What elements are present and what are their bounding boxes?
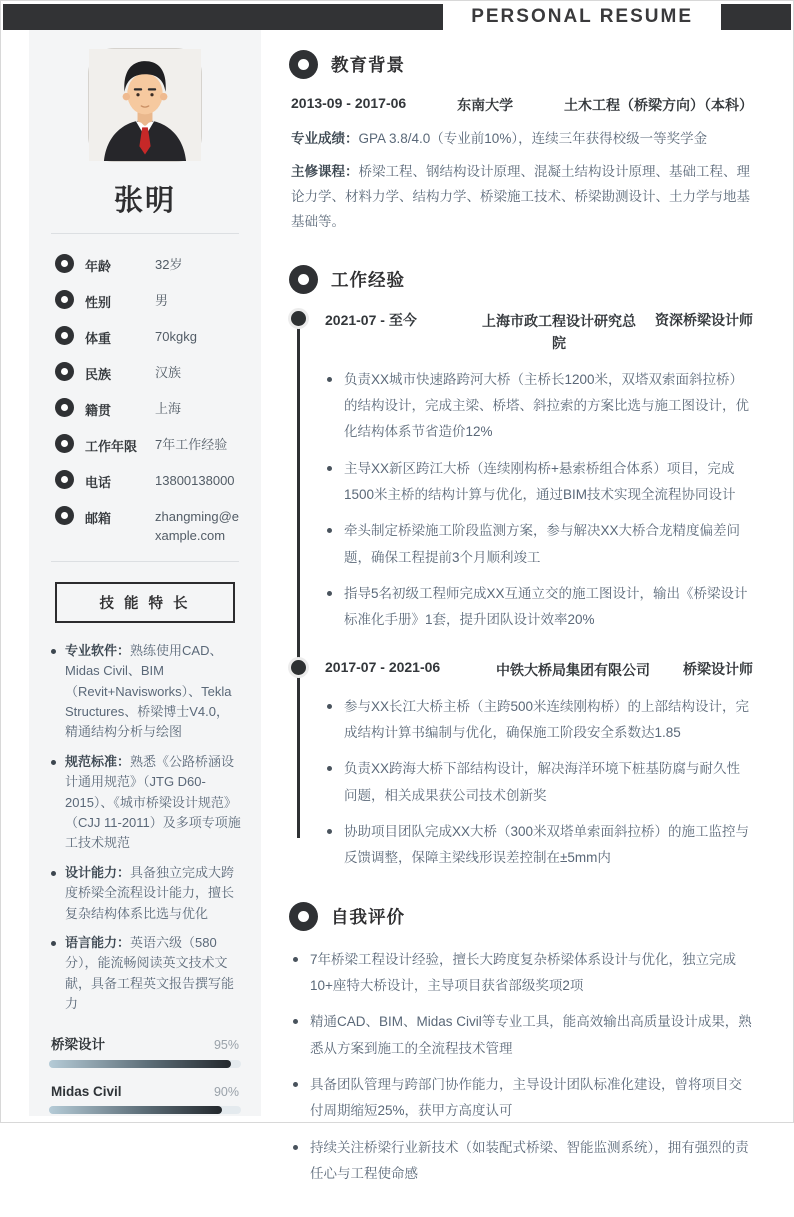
job-bullet <box>325 756 753 809</box>
skill-point-text: 规范标准：熟悉《公路桥涵设计通用规范》（JTG D60-2015）、《城市桥梁设计规范》（CJJ 11-2011）及多项专项施工技术规范 <box>65 753 241 851</box>
info-row-phone <box>55 470 241 491</box>
job-bullet-text: 负责XX城市快速路跨河大桥（主桥长1200米，双塔双索面斜拉桥）的结构设计，完成主梁、桥塔、斜拉索的方案比选与施工图设计，优化结构体系节省造价12% <box>344 371 749 440</box>
education-degree: 土木工程（桥梁方向）（本科） <box>564 97 753 113</box>
job-company: 中铁大桥局集团有限公司 <box>496 662 650 679</box>
job-company: 上海市政工程设计研究总院 <box>482 312 636 352</box>
bullet-donut-icon <box>55 470 74 489</box>
bullet-dot-icon <box>327 466 332 471</box>
personal-info-list <box>49 254 241 546</box>
evaluation-bullet-text: 具备团队管理与跨部门协作能力，主导设计团队标准化建设，曾将项目交付周期缩短25%，获甲方高度认可 <box>310 1076 742 1119</box>
info-label: 体重 <box>85 331 112 346</box>
info-row-hometown <box>55 398 241 419</box>
education-school: 东南大学 <box>457 97 514 113</box>
bullet-dot-icon <box>51 760 56 765</box>
skills-section-title: 技 能 特 长 <box>55 582 235 623</box>
evaluation-bullet <box>291 947 753 1000</box>
section-title: 教育背景 <box>331 55 405 75</box>
info-value: 7年工作经验 <box>155 437 228 452</box>
skill-bar-label: Midas Civil <box>51 1083 122 1099</box>
skill-bar-label: 桥梁设计 <box>51 1036 105 1052</box>
evaluation-bullet <box>291 1135 753 1188</box>
bullet-donut-icon <box>55 254 74 273</box>
job-header <box>325 310 753 355</box>
skill-bar-fill <box>49 1060 231 1068</box>
info-label: 邮箱 <box>85 511 112 526</box>
skill-bars <box>49 1033 241 1114</box>
education-section <box>289 50 753 235</box>
education-courses-line: 主修课程：桥梁工程、钢结构设计原理、混凝土结构设计原理、基础工程、理论力学、材料力学、结构力学、桥梁施工技术、桥梁勘测设计、土力学与地基基础等。 <box>291 163 750 229</box>
info-label: 电话 <box>85 475 112 490</box>
main-column <box>261 30 793 1217</box>
timeline-dot-icon <box>291 311 306 326</box>
section-donut-icon <box>289 265 318 294</box>
job-bullet <box>325 456 753 509</box>
bullet-dot-icon <box>293 1145 298 1150</box>
job-entry-previous <box>325 659 753 871</box>
job-bullet <box>325 367 753 446</box>
timeline-dot-icon <box>291 660 306 675</box>
section-title: 工作经验 <box>331 269 405 290</box>
info-row-email <box>55 506 241 546</box>
evaluation-bullet <box>291 1009 753 1062</box>
skill-point-text: 专业软件：熟练使用CAD、Midas Civil、BIM（Revit+Navisworks）、Tekla Structures、桥梁博士V4.0，精通结构分析与绘图 <box>65 642 232 740</box>
education-gpa-line: 专业成绩：GPA 3.8/4.0（专业前10%），连续三年获得校级一等奖学金 <box>291 131 708 146</box>
portrait-illustration <box>89 49 201 161</box>
skill-bar-midas-civil <box>49 1084 241 1114</box>
education-entry-header <box>291 95 753 115</box>
info-label: 籍贯 <box>85 403 112 418</box>
divider <box>51 233 239 234</box>
skill-point-standards <box>49 752 241 854</box>
bullet-donut-icon <box>55 290 74 309</box>
job-position: 桥梁设计师 <box>683 661 753 678</box>
job-bullet-text: 参与XX长江大桥主桥（主跨500米连续刚构桥）的上部结构设计，完成结构计算书编制与优化，确保施工阶段安全系数达1.85 <box>344 698 750 741</box>
job-bullet-text: 协助项目团队完成XX大桥（300米双塔单索面斜拉桥）的施工监控与反馈调整，保障主梁线形误差控制在±5mm内 <box>344 824 750 866</box>
timeline-line <box>297 324 300 838</box>
job-date: 2021-07 - 至今 <box>325 311 417 328</box>
info-label: 工作年限 <box>85 439 138 454</box>
self-evaluation-section <box>289 902 753 1188</box>
evaluation-bullet-text: 持续关注桥梁行业新技术（如装配式桥梁、智能监测系统），拥有强烈的责任心与工程使命感 <box>310 1139 749 1181</box>
banner-title: PERSONAL RESUME <box>443 4 721 30</box>
skill-bar-track <box>49 1060 241 1068</box>
bullet-donut-icon <box>55 398 74 417</box>
evaluation-bullet-text: 精通CAD、BIM、Midas Civil等专业工具，能高效输出高质量设计成果，熟悉从方案到施工的全流程技术管理 <box>310 1014 752 1056</box>
info-value: 32岁 <box>155 257 183 272</box>
info-label: 民族 <box>85 367 112 382</box>
section-title: 自我评价 <box>331 906 405 927</box>
job-bullet-text: 负责XX跨海大桥下部结构设计，解决海洋环境下桩基防腐与耐久性问题，相关成果获公司技术创新奖 <box>344 761 741 803</box>
bullet-donut-icon <box>55 326 74 345</box>
bullet-dot-icon <box>327 528 332 533</box>
job-header <box>325 659 753 681</box>
info-value: 70kgkg <box>155 329 197 344</box>
candidate-name: 张明 <box>113 185 176 217</box>
education-date: 2013-09 - 2017-06 <box>291 95 407 111</box>
bullet-dot-icon <box>293 1082 298 1087</box>
bullet-donut-icon <box>55 506 74 525</box>
info-row-weight <box>55 326 241 347</box>
content-row <box>1 30 793 1217</box>
bullet-dot-icon <box>327 766 332 771</box>
evaluation-bullet-text: 7年桥梁工程设计经验，擅长大跨度复杂桥梁体系设计与优化，独立完成10+座特大桥设计，主导项目获省部级奖项2项 <box>310 951 737 994</box>
skill-point-software <box>49 641 241 743</box>
bullet-dot-icon <box>51 649 56 654</box>
info-label: 性别 <box>85 295 112 310</box>
evaluation-list <box>291 947 753 1188</box>
experience-timeline <box>291 310 753 872</box>
evaluation-bullet <box>291 1072 753 1125</box>
bullet-dot-icon <box>293 1019 298 1024</box>
info-value: 男 <box>155 293 169 308</box>
bullet-dot-icon <box>327 829 332 834</box>
info-label: 年龄 <box>85 259 112 274</box>
skills-list <box>49 641 241 1015</box>
skill-bar-percent: 95% <box>213 1037 239 1052</box>
sidebar <box>29 30 261 1116</box>
skill-point-design <box>49 863 241 924</box>
job-bullet-text: 指导5名初级工程师完成XX互通立交的施工图设计，输出《桥梁设计标准化手册》1套，提升团队设计效率20% <box>344 585 748 628</box>
info-value: 13800138000 <box>155 473 235 488</box>
bullet-dot-icon <box>327 591 332 596</box>
avatar-photo <box>88 48 202 162</box>
info-value: 汉族 <box>155 365 182 380</box>
info-row-age <box>55 254 241 275</box>
info-row-ethnicity <box>55 362 241 383</box>
skill-bar-percent: 90% <box>213 1084 239 1099</box>
skill-bar-fill <box>49 1106 222 1114</box>
bullet-donut-icon <box>55 362 74 381</box>
info-value: 上海 <box>155 401 182 416</box>
bullet-donut-icon <box>55 434 74 453</box>
bullet-dot-icon <box>51 871 56 876</box>
skill-bar-bridge-design <box>49 1033 241 1068</box>
info-row-experience-years <box>55 434 241 455</box>
bullet-dot-icon <box>51 941 56 946</box>
job-bullet <box>325 581 753 634</box>
job-bullet <box>325 694 753 747</box>
job-bullet <box>325 518 753 571</box>
experience-section <box>289 265 753 872</box>
job-date: 2017-07 - 2021-06 <box>325 659 441 676</box>
info-row-gender <box>55 290 241 311</box>
bullet-dot-icon <box>293 957 298 962</box>
skill-point-language <box>49 933 241 1015</box>
section-donut-icon <box>289 50 318 79</box>
job-position: 资深桥梁设计师 <box>655 311 753 328</box>
skill-bar-track <box>49 1106 241 1114</box>
job-entry-current <box>325 310 753 634</box>
bullet-dot-icon <box>327 704 332 709</box>
section-donut-icon <box>289 902 318 931</box>
job-bullet-text: 牵头制定桥梁施工阶段监测方案，参与解决XX大桥合龙精度偏差问题，确保工程提前3个月顺利竣工 <box>344 523 741 565</box>
job-bullet-text: 主导XX新区跨江大桥（连续刚构桥+悬索桥组合体系）项目，完成1500米主桥的结构计算与优化，通过BIM技术实现全流程协同设计 <box>344 460 736 502</box>
divider <box>51 561 239 562</box>
job-bullet <box>325 819 753 872</box>
top-banner <box>3 4 791 30</box>
bullet-dot-icon <box>327 377 332 382</box>
skill-point-text: 语言能力：英语六级（580分），能流畅阅读英文技术文献，具备工程英文报告撰写能力 <box>65 934 235 1012</box>
info-value: zhangming@example.com <box>155 509 240 543</box>
skill-point-text: 设计能力：具备独立完成大跨度桥梁全流程设计能力，擅长复杂结构体系比选与优化 <box>65 864 235 921</box>
